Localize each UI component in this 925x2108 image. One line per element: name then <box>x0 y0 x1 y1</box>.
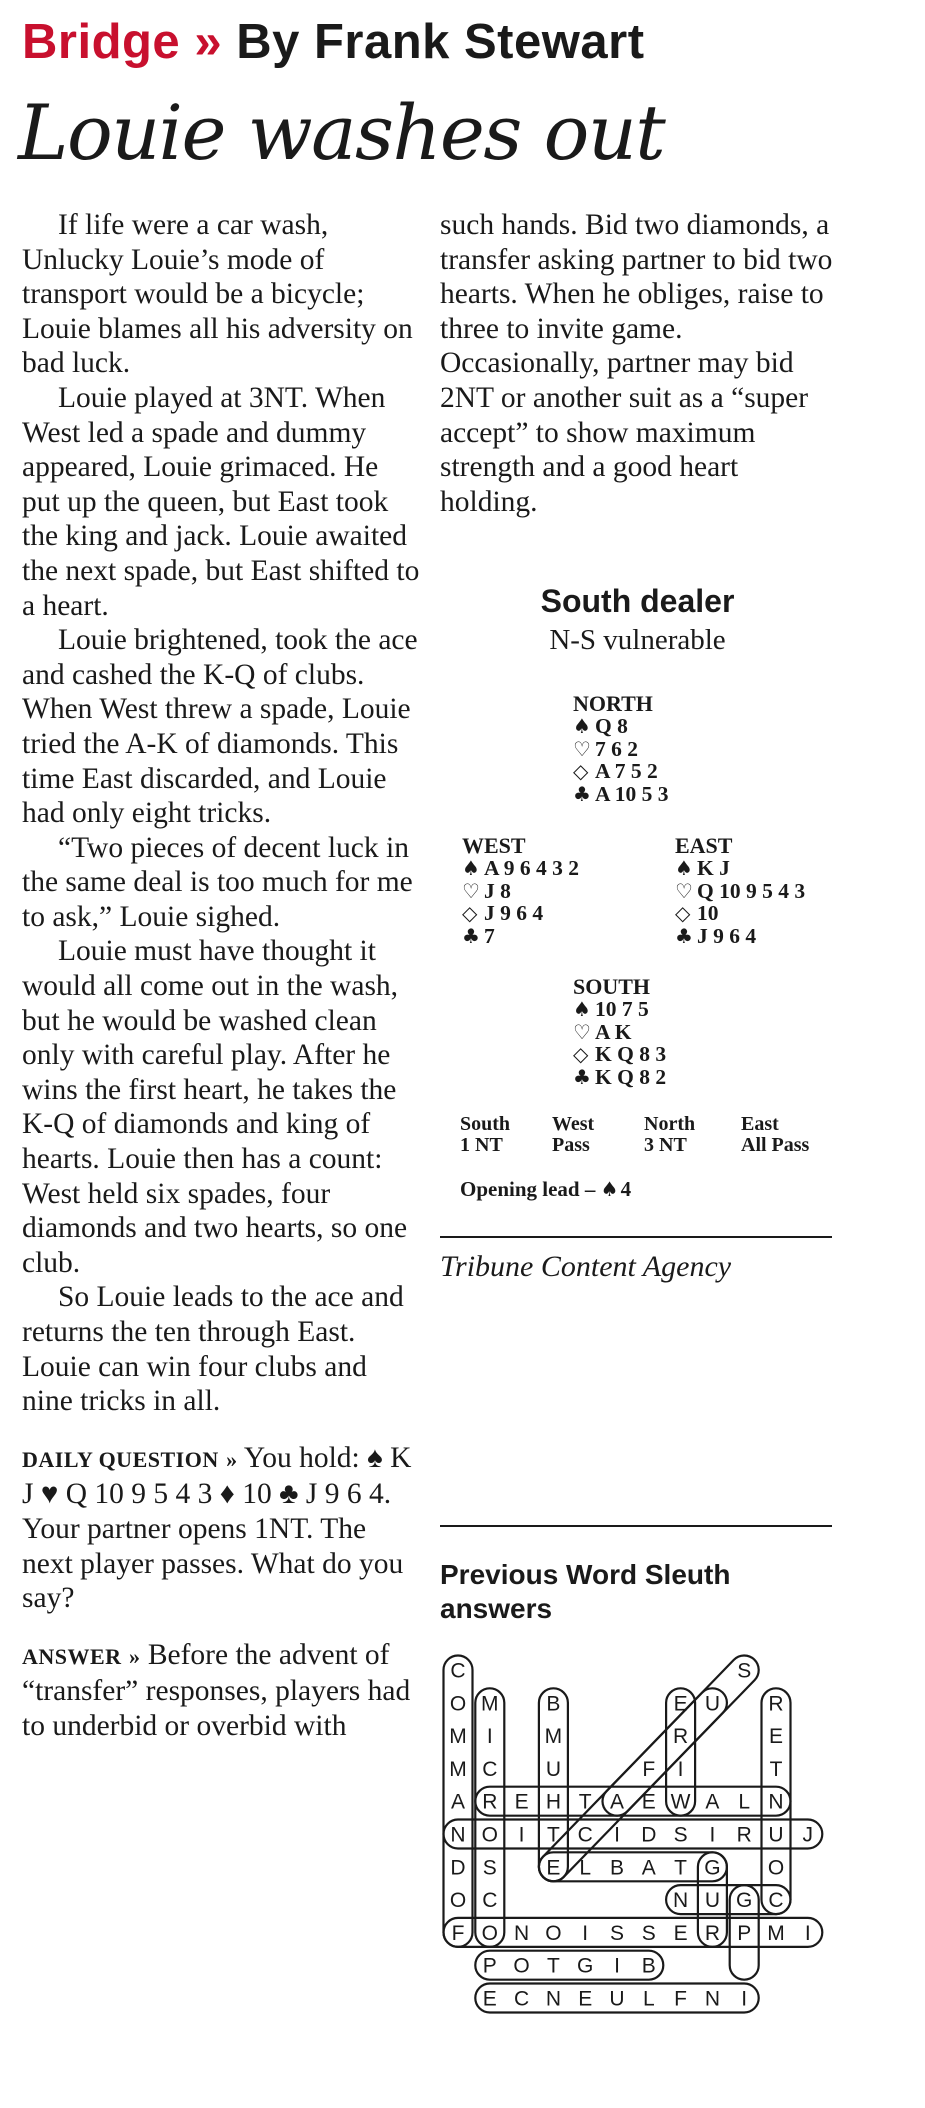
grid-letter: U <box>704 1889 720 1913</box>
hand-north-hearts-cards: 7 6 2 <box>595 736 638 761</box>
grid-letter: N <box>514 1921 530 1945</box>
grid-letter: E <box>673 1692 688 1716</box>
column-header <box>22 14 645 70</box>
grid-letter: G <box>736 1889 753 1913</box>
hand-north-diamonds <box>573 760 668 782</box>
grid-letter: I <box>486 1725 493 1749</box>
grid-letter: I <box>709 1823 716 1847</box>
grid-letter: O <box>481 1921 498 1945</box>
divider-rule <box>440 1525 832 1527</box>
hand-north-spades <box>573 715 668 737</box>
hand-north-label: NORTH <box>573 691 653 716</box>
grid-letter: U <box>545 1757 561 1781</box>
answer <box>22 1638 422 1744</box>
hand-west-spades <box>462 857 579 879</box>
grid-letter: E <box>641 1790 656 1814</box>
hand-west-clubs-cards: 7 <box>484 923 495 948</box>
opening-lead-label: Opening lead – <box>460 1177 596 1201</box>
grid-letter: D <box>641 1823 657 1847</box>
opening-lead-card: 4 <box>620 1177 632 1201</box>
grid-letter: F <box>642 1757 656 1781</box>
grid-letter: R <box>482 1790 498 1814</box>
grid-letter: T <box>674 1856 688 1880</box>
grid-letter: E <box>482 1987 497 2011</box>
grid-letter: L <box>579 1856 592 1880</box>
byline: By Frank Stewart <box>236 15 645 69</box>
hand-west-clubs <box>462 925 579 947</box>
hand-north-clubs <box>573 783 668 805</box>
grid-letter: M <box>544 1725 563 1749</box>
hand-east <box>675 835 805 947</box>
grid-letter: I <box>614 1823 620 1847</box>
grid-letter: O <box>767 1856 785 1880</box>
grid-letter: N <box>673 1889 689 1913</box>
spade-icon: ♠ <box>462 856 480 881</box>
hand-east-spades <box>675 857 805 879</box>
credit-line: Tribune Content Agency <box>440 1250 732 1283</box>
hand-west-label: WEST <box>462 833 526 858</box>
article-paragraph-2: Louie played at 3NT. When West led a spade and dummy appeared, Louie grimaced. He put up the queen, but East took the king and jack. Louie awaited the next spade, but East shifted to a heart. <box>22 381 420 622</box>
hand-south-clubs-cards: K Q 8 2 <box>595 1064 667 1089</box>
hand-west-diamonds-cards: J 9 6 4 <box>484 901 544 926</box>
section-separator: » <box>194 15 223 69</box>
grid-letter: N <box>450 1823 466 1847</box>
hand-north-diamonds-cards: A 7 5 2 <box>595 759 658 784</box>
grid-letter: N <box>704 1987 720 2011</box>
grid-letter: A <box>705 1790 720 1814</box>
grid-letter: F <box>674 1987 688 2011</box>
opening-lead <box>460 1177 631 1202</box>
section-name: Bridge <box>22 15 181 69</box>
grid-letter: R <box>704 1921 720 1945</box>
grid-letter: C <box>450 1659 466 1683</box>
grid-letter: G <box>577 1954 594 1978</box>
grid-letter: M <box>481 1692 499 1716</box>
diamond-icon: ◇ <box>462 901 478 926</box>
divider-rule <box>440 1236 832 1238</box>
grid-letter: O <box>449 1889 467 1913</box>
auction-header-west: West <box>552 1113 595 1135</box>
grid-letter: M <box>767 1921 785 1945</box>
grid-letter: B <box>641 1954 656 1978</box>
hand-east-diamonds <box>675 902 805 924</box>
grid-letter: C <box>482 1757 498 1781</box>
hand-south-hearts-cards: A K <box>595 1019 632 1044</box>
grid-letter: I <box>677 1757 684 1781</box>
diamond-icon: ◇ <box>573 759 589 784</box>
heart-icon: ♡ <box>573 736 591 761</box>
grid-letter: J <box>802 1823 814 1847</box>
grid-letter: N <box>768 1790 784 1814</box>
spade-icon: ♠ <box>675 856 693 881</box>
grid-letter: I <box>741 1987 748 2011</box>
spade-icon: ♠ <box>573 997 591 1022</box>
answer-text: Before the advent of “transfer” responses, players had to underbid or overbid with <box>22 1638 411 1742</box>
hand-south <box>573 976 666 1088</box>
daily-question <box>22 1441 422 1616</box>
hand-west-hearts <box>462 880 579 902</box>
diamond-icon: ◇ <box>573 1042 589 1067</box>
auction-header-east: East <box>741 1113 779 1135</box>
hand-east-diamonds-cards: 10 <box>697 901 719 926</box>
grid-letter: I <box>518 1823 525 1847</box>
grid-letter: C <box>514 1987 530 2011</box>
hand-west-diamonds <box>462 902 579 924</box>
daily-question-label: DAILY QUESTION <box>22 1446 219 1472</box>
answer-separator: » <box>128 1643 141 1669</box>
grid-letter: S <box>641 1921 656 1945</box>
answer-continued: such hands. Bid two diamonds, a transfer asking partner to bid two hearts. When he obliges, raise to three to invite game. Occasionally, partner may bid 2NT or another suit as a “super accept” to show maximum strength and a good heart holding. <box>440 209 833 518</box>
grid-letter: A <box>641 1856 656 1880</box>
article-paragraph-3: Louie brightened, took the ace and cashed the K-Q of clubs. When West threw a spade, Louie tried the A-K of diamonds. This time East discarded, and Louie had only eight tricks. <box>22 624 418 830</box>
grid-letter: E <box>546 1856 561 1880</box>
hand-east-clubs-cards: J 9 6 4 <box>697 923 757 948</box>
hand-south-label: SOUTH <box>573 974 651 999</box>
grid-letter: T <box>546 1954 560 1978</box>
hand-north <box>573 693 668 805</box>
answer-loop <box>475 1951 663 1980</box>
grid-letter: D <box>450 1856 466 1880</box>
spade-icon: ♠ <box>600 1177 619 1201</box>
grid-letter: S <box>673 1823 688 1847</box>
hand-east-spades-cards: K J <box>697 856 730 881</box>
word-sleuth-grid <box>438 1648 828 2096</box>
answer-loop <box>444 1820 823 1849</box>
auction-header-south: South <box>460 1113 511 1135</box>
word-sleuth-title: Previous Word Sleuth answers <box>440 1559 731 1624</box>
auction-bid-west: Pass <box>552 1134 590 1156</box>
grid-letter: S <box>609 1921 625 1945</box>
heart-icon: ♡ <box>573 1019 591 1044</box>
grid-letter: L <box>642 1987 655 2011</box>
auction-bid-east: All Pass <box>741 1134 810 1156</box>
hand-south-spades <box>573 998 666 1020</box>
hand-south-spades-cards: 10 7 5 <box>595 997 649 1022</box>
grid-letter: O <box>481 1823 498 1847</box>
grid-letter: O <box>545 1921 562 1945</box>
auction-header-north: North <box>644 1113 696 1135</box>
grid-letter: S <box>482 1856 497 1880</box>
grid-letter: M <box>449 1757 467 1781</box>
grid-letter: I <box>582 1921 589 1945</box>
grid-letter: U <box>609 1987 625 2011</box>
headline: Louie washes out <box>18 88 665 177</box>
grid-letter: C <box>482 1889 498 1913</box>
grid-letter: E <box>768 1725 784 1749</box>
article-paragraph-4: “Two pieces of decent luck in the same deal is too much for me to ask,” Louie sighed. <box>22 831 413 933</box>
grid-letter: H <box>545 1790 561 1814</box>
diamond-icon: ◇ <box>675 901 691 926</box>
grid-letter: W <box>670 1790 691 1814</box>
daily-question-text: You hold: ♠ K J ♥ Q 10 9 5 4 3 ♦ 10 ♣ J 9 6 4. Your partner opens 1NT. The next player passes. What do you say? <box>22 1441 412 1615</box>
grid-letter: M <box>449 1725 467 1749</box>
hand-south-clubs <box>573 1066 666 1088</box>
daily-question-separator: » <box>226 1446 238 1472</box>
hand-north-hearts <box>573 738 668 760</box>
grid-letter: R <box>736 1823 752 1847</box>
grid-letter: E <box>578 1987 593 2011</box>
article-paragraph-6: So Louie leads to the ace and returns the ten through East. Louie can win four clubs and nine tricks in all. <box>22 1281 404 1418</box>
club-icon: ♣ <box>675 923 693 948</box>
article-right-column <box>440 208 840 519</box>
diagram-vulnerability: N-S vulnerable <box>549 624 726 656</box>
grid-letter: L <box>738 1790 751 1814</box>
grid-letter: B <box>609 1856 625 1880</box>
hand-south-diamonds <box>573 1043 666 1065</box>
grid-letter: A <box>450 1790 466 1814</box>
grid-letter: A <box>609 1790 625 1814</box>
grid-letter: I <box>804 1921 811 1945</box>
grid-letter: P <box>482 1954 497 1978</box>
grid-letter: E <box>514 1790 529 1814</box>
grid-letter: N <box>545 1987 561 2011</box>
grid-letter: I <box>614 1954 620 1978</box>
grid-letter: U <box>704 1692 720 1716</box>
hand-east-clubs <box>675 925 805 947</box>
grid-letter: T <box>578 1790 592 1814</box>
hand-north-spades-cards: Q 8 <box>595 714 628 739</box>
grid-letter: C <box>577 1823 593 1847</box>
hand-south-diamonds-cards: K Q 8 3 <box>595 1042 667 1067</box>
hand-west-spades-cards: A 9 6 4 3 2 <box>484 856 579 881</box>
hand-east-hearts-cards: Q 10 9 5 4 3 <box>697 878 806 903</box>
grid-letter: U <box>768 1823 784 1847</box>
hand-west-hearts-cards: J 8 <box>484 878 511 903</box>
hand-east-hearts <box>675 880 805 902</box>
answer-label: ANSWER <box>22 1643 122 1669</box>
grid-letter: O <box>513 1954 530 1978</box>
spade-icon: ♠ <box>573 714 591 739</box>
club-icon: ♣ <box>462 923 480 948</box>
hand-east-label: EAST <box>675 833 733 858</box>
heart-icon: ♡ <box>675 878 693 903</box>
diagram-title: South dealer <box>540 583 735 619</box>
hand-south-hearts <box>573 1021 666 1043</box>
auction-bid-north: 3 NT <box>644 1134 687 1156</box>
grid-letter: R <box>673 1725 689 1749</box>
grid-letter: E <box>673 1921 688 1945</box>
heart-icon: ♡ <box>462 878 480 903</box>
hand-west <box>462 835 579 947</box>
auction-bid-south: 1 NT <box>460 1134 503 1156</box>
club-icon: ♣ <box>573 1064 591 1089</box>
grid-letter: P <box>737 1921 752 1945</box>
grid-letter: O <box>449 1692 467 1716</box>
club-icon: ♣ <box>573 781 591 806</box>
grid-letter: F <box>451 1921 465 1945</box>
grid-letter: T <box>546 1823 560 1847</box>
grid-letter: G <box>704 1856 721 1880</box>
article-paragraph-5: Louie must have thought it would all come out in the wash, but he would be washed clean only with careful play. After he wins the first heart, he takes the K-Q of diamonds and king of hearts. Louie then has a count: West held six spades, four diamonds and two hearts, so one club. <box>22 935 408 1279</box>
grid-letter: S <box>737 1659 752 1683</box>
grid-letter: R <box>768 1692 784 1716</box>
grid-letter: B <box>546 1692 561 1716</box>
article-paragraph-1: If life were a car wash, Unlucky Louie’s mode of transport would be a bicycle; Louie blames all his adversity on bad luck. <box>22 209 413 380</box>
hand-north-clubs-cards: A 10 5 3 <box>595 781 669 806</box>
grid-letter: C <box>768 1889 784 1913</box>
grid-letter: T <box>769 1757 783 1781</box>
article-left-column <box>22 208 422 1744</box>
